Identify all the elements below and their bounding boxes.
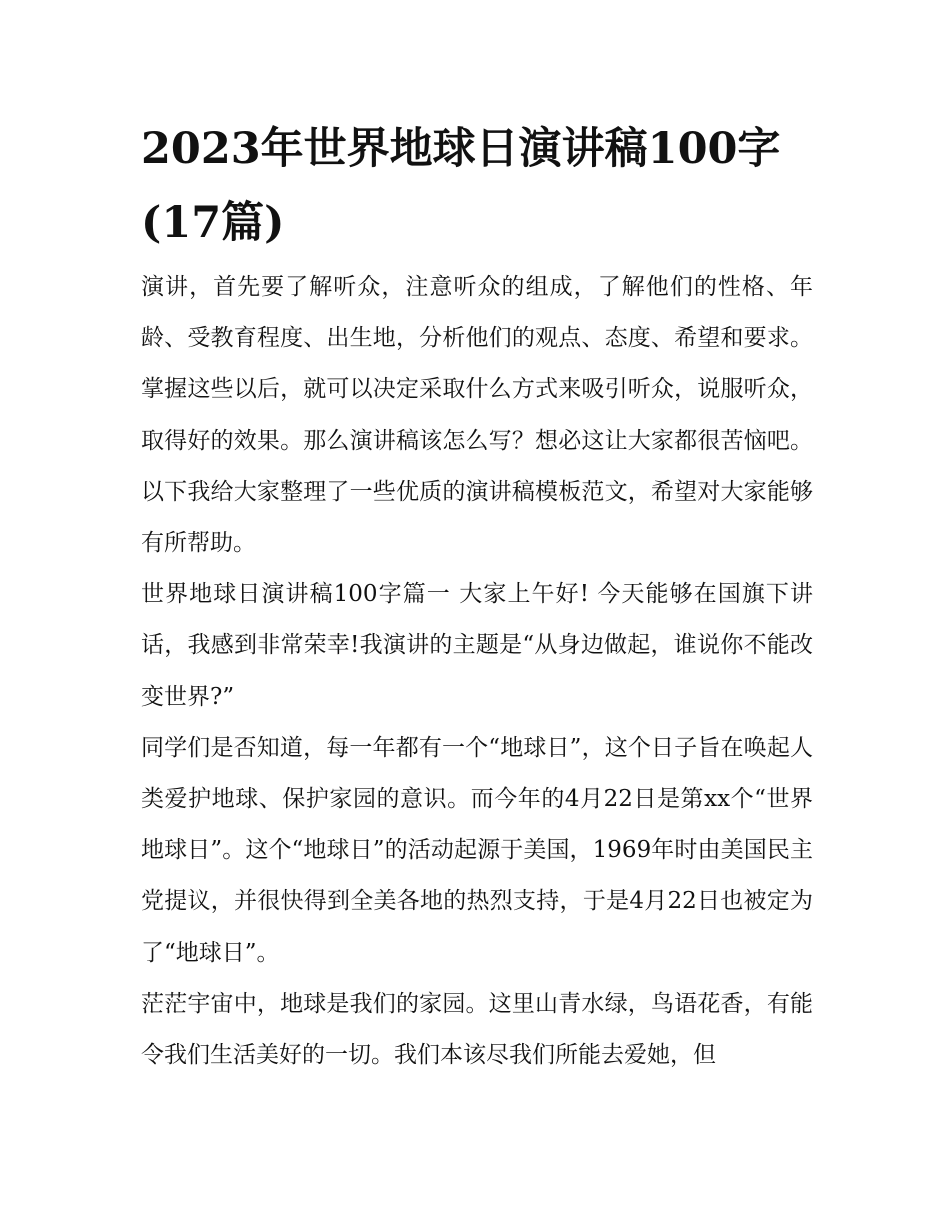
paragraph-intro: 演讲，首先要了解听众，注意听众的组成，了解他们的性格、年龄、受教育程度、出生地，分析他们的观点、态度、希望和要求。掌握这些以后，就可以决定采取什么方式来吸引听众，说服听众，取得好的效果。那么演讲稿该怎么写？想必这让大家都很苦恼吧。以下我给大家整理了一些优质的演讲稿模板范文，希望对大家能够有所帮助。 (141, 274, 813, 557)
document-body (141, 112, 813, 1081)
paragraph-speech-opening: 世界地球日演讲稿100字篇一 大家上午好! 今天能够在国旗下讲话，我感到非常荣幸!我演讲的主题是“从身边做起，谁说你不能改变世界?” (141, 581, 813, 710)
paragraph-earth-day-origin: 同学们是否知道，每一年都有一个“地球日”，这个日子旨在唤起人类爱护地球、保护家园的意识。而今年的4月22日是第xx个“世界地球日”。这个“地球日”的活动起源于美国，1969年时由美国民主党提议，并很快得到全美各地的热烈支持，于是4月22日也被定为了“地球日”。 (141, 734, 813, 966)
paragraph-earth-home: 茫茫宇宙中，地球是我们的家园。这里山青水绿，鸟语花香，有能令我们生活美好的一切。我们本该尽我们所能去爱她，但 (141, 990, 813, 1069)
document-title: 2023年世界地球日演讲稿100字(17篇) (141, 124, 781, 248)
